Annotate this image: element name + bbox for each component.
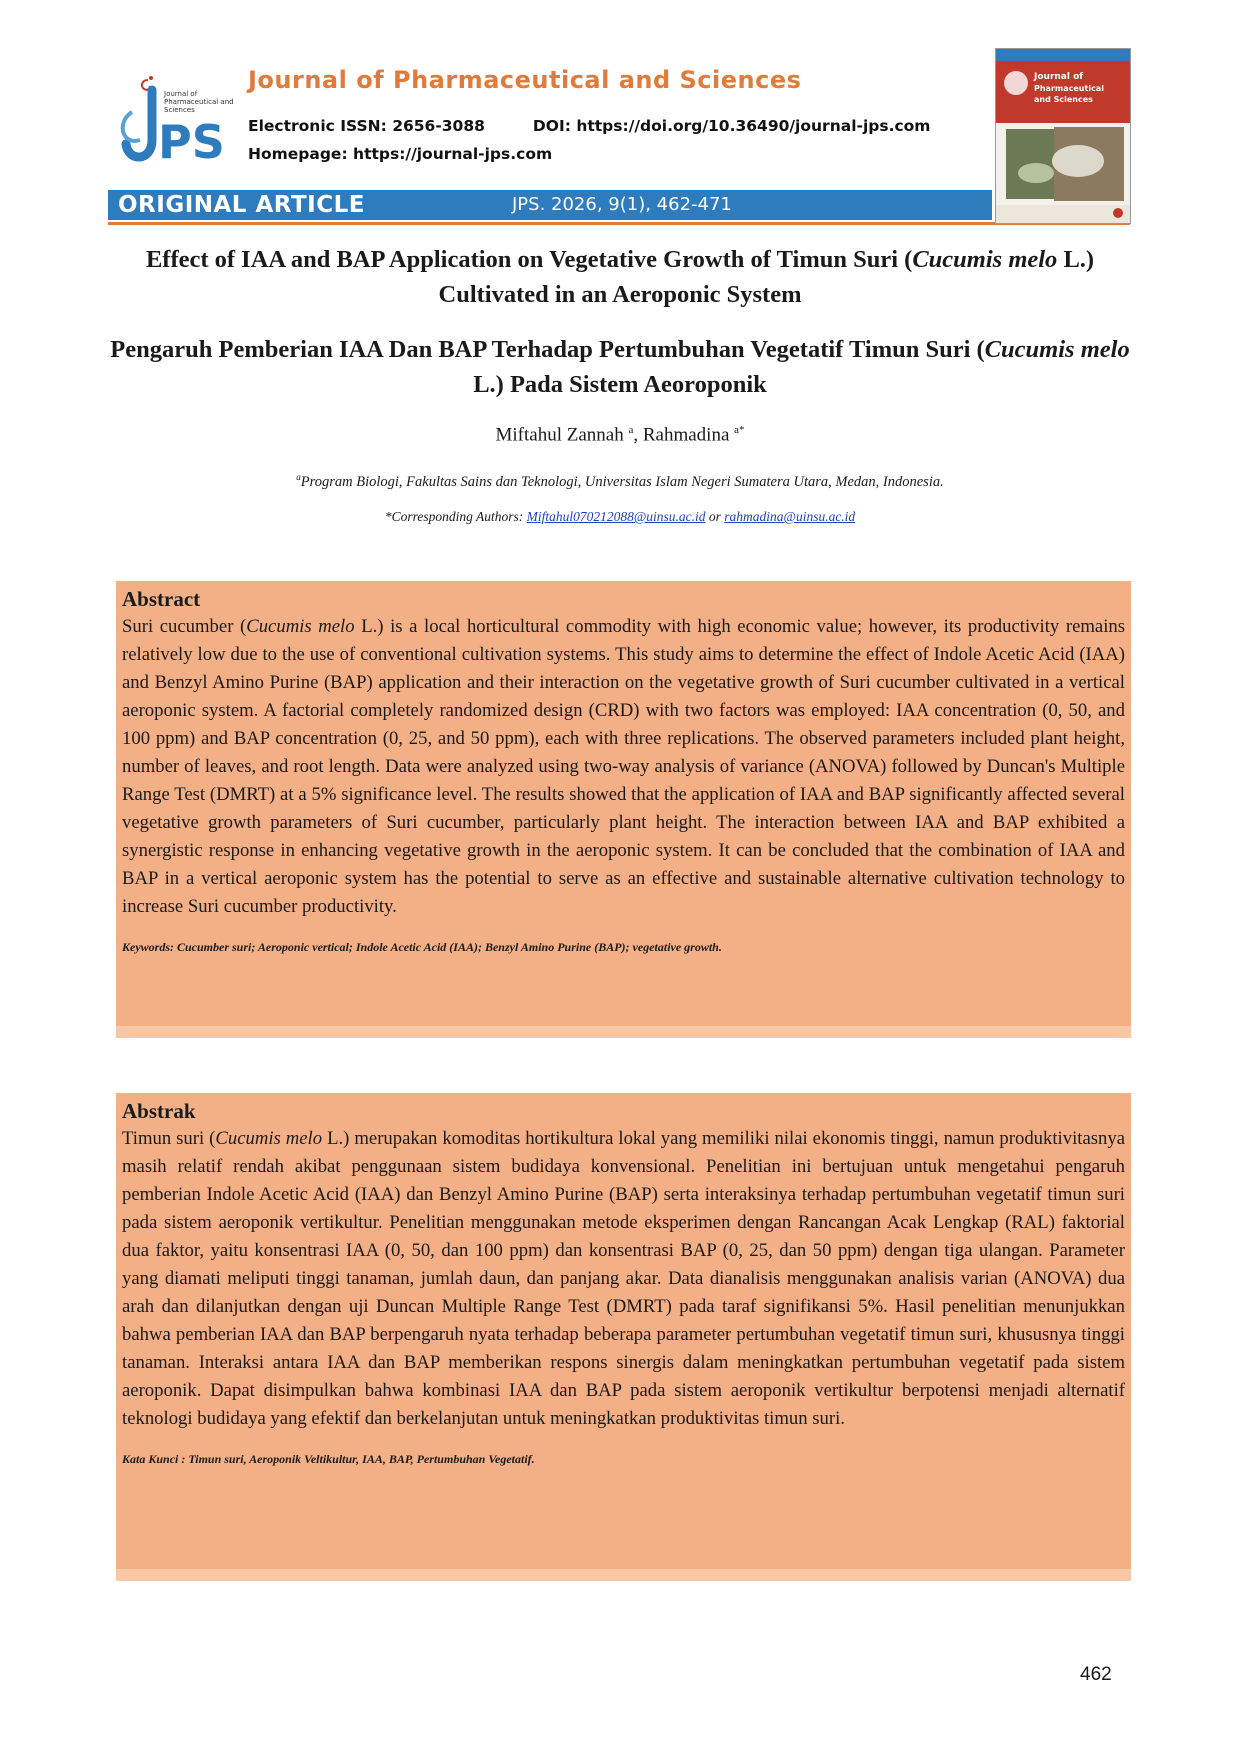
article-title-indonesian: Pengaruh Pemberian IAA Dan BAP Terhadap Pertumbuhan Vegetatif Timun Suri (Cucumis melo L.) Pada Sistem Aeoroponik bbox=[110, 336, 1130, 398]
abstract-heading: Abstract bbox=[122, 587, 201, 611]
logo-letters: PS bbox=[158, 115, 225, 169]
keywords: Keywords: Cucumber suri; Aeroponic vertical; Indole Acetic Acid (IAA); Benzyl Amino Purine (BAP); vegetative growth. bbox=[122, 940, 722, 954]
svg-text:Pharmaceutical and: Pharmaceutical and bbox=[164, 98, 234, 106]
corresponding-authors: *Corresponding Authors: Miftahul070212088@uinsu.ac.id or rahmadina@uinsu.ac.id bbox=[384, 509, 856, 524]
cover-art-icon bbox=[996, 49, 1130, 223]
journal-cover-image bbox=[995, 48, 1131, 224]
author-name: Rahmadina bbox=[642, 424, 730, 446]
homepage-link[interactable]: Homepage: https://journal-jps.com bbox=[248, 145, 553, 163]
svg-text:Journal of: Journal of bbox=[164, 90, 198, 98]
svg-text:Pharmaceutical: Pharmaceutical bbox=[1034, 84, 1104, 93]
journal-title: Journal of Pharmaceutical and Sciences bbox=[248, 66, 802, 94]
issn-doi-line bbox=[248, 117, 930, 135]
author-affiliation-mark: a* bbox=[734, 424, 745, 436]
page-number: 462 bbox=[1080, 1664, 1112, 1685]
article-type-label: ORIGINAL ARTICLE bbox=[118, 192, 365, 218]
svg-text:Journal of: Journal of bbox=[1034, 72, 1084, 82]
svg-text:Sciences: Sciences bbox=[164, 106, 195, 114]
author-list: Miftahul Zannah $^a$, Rahmadina $^{a*}$ bbox=[495, 424, 745, 446]
citation: JPS. 2026, 9(1), 462-471 bbox=[512, 194, 732, 215]
abstract-text: Suri cucumber (Cucumis melo L.) is a local horticultural commodity with high economic value; however, its productivity remains relatively low due to the use of conventional cultivation systems. This study aims to determine the effect of Indole Acetic Acid (IAA) and Benzyl Amino Purine (BAP) application and their interaction on the vegetative growth of Suri cucumber cultivated in a vertical aeroponic system. A factorial completely randomized design (CRD) with two factors was employed: IAA concentration (0, 50, and 100 ppm) and BAP concentration (0, 25, and 50 ppm), each with three replications. The observed parameters included plant height, number of leaves, and root length. Data were analyzed using two-way analysis of variance (ANOVA) followed by Duncan's Multiple Range Test (DMRT) at a 5% significance level. The results showed that the application of IAA and BAP significantly affected several vegetative growth parameters of Suri cucumber, particularly plant height. The interaction between IAA and BAP exhibited a synergistic response in enhancing vegetative growth in the aeroponic system. It can be concluded that the combination of IAA and BAP in a vertical aeroponic system has the potential to serve as an effective and sustainable alternative cultivation technology to increase Suri cucumber productivity. bbox=[122, 616, 1125, 917]
author-affiliation-mark: a bbox=[628, 424, 634, 436]
svg-text:and Sciences: and Sciences bbox=[1034, 95, 1093, 104]
affiliation: $^a$Program Biologi, Fakultas Sains dan Teknologi, Universitas Islam Negeri Sumatera Utara, Medan, Indonesia. bbox=[296, 472, 944, 490]
article-title-english: Effect of IAA and BAP Application on Vegetative Growth of Timun Suri (Cucumis melo L.) Cultivated in an Aeroponic System bbox=[145, 246, 1095, 308]
abstract-divider bbox=[116, 1026, 1131, 1038]
abstract-english bbox=[116, 581, 1131, 1038]
species-name: Cucumis melo bbox=[984, 336, 1130, 363]
journal-logo bbox=[118, 70, 248, 174]
banner-rule bbox=[108, 222, 1130, 225]
jps-logo-icon bbox=[118, 70, 248, 174]
abstract-heading: Abstrak bbox=[122, 1099, 196, 1123]
keywords: Kata Kunci : Timun suri, Aeroponik Veltikultur, IAA, BAP, Pertumbuhan Vegetatif. bbox=[122, 1452, 535, 1466]
abstract-indonesian bbox=[116, 1093, 1131, 1581]
doi-link[interactable]: DOI: https://doi.org/10.36490/journal-jps.com bbox=[532, 117, 931, 135]
author-name: Miftahul Zannah bbox=[495, 424, 624, 446]
abstract-text: Timun suri (Cucumis melo L.) merupakan komoditas hortikultura lokal yang memiliki nilai ekonomis tinggi, namun produktivitasnya masih relatif rendah akibat penggunaan sistem budidaya konvensional. Penelitian ini bertujuan untuk mengetahui pengaruh pemberian Indole Acetic Acid (IAA) dan Benzyl Amino Purine (BAP) serta interaksinya terhadap pertumbuhan vegetatif timun suri pada sistem aeroponik vertikultur. Penelitian menggunakan metode eksperimen dengan Rancangan Acak Lengkap (RAL) faktorial dua faktor, yaitu konsentrasi IAA (0, 50, dan 100 ppm) dan konsentrasi BAP (0, 25, dan 50 ppm) dengan tiga ulangan. Parameter yang diamati meliputi tinggi tanaman, jumlah daun, dan panjang akar. Data dianalisis menggunakan analisis varian (ANOVA) dua arah dan dilanjutkan dengan uji Duncan Multiple Range Test (DMRT) pada taraf signifikansi 5%. Hasil penelitian menunjukkan bahwa pemberian IAA dan BAP berpengaruh nyata terhadap beberapa parameter pertumbuhan vegetatif timun suri, khususnya tinggi tanaman. Interaksi antara IAA dan BAP memberikan respons sinergis dalam meningkatkan pertumbuhan vegetatif pada sistem aeroponik. Dapat disimpulkan bahwa kombinasi IAA dan BAP pada sistem aeroponik vertikultur berpotensi menjadi alternatif teknologi budidaya yang efektif dan berkelanjutan untuk meningkatkan produktivitas timun suri. bbox=[122, 1128, 1126, 1429]
email-link[interactable]: rahmadina@uinsu.ac.id bbox=[724, 509, 856, 524]
species-name: Cucumis melo bbox=[912, 246, 1058, 273]
abstract-divider bbox=[116, 1569, 1131, 1581]
issn: Electronic ISSN: 2656-3088 bbox=[248, 117, 485, 135]
email-link[interactable]: Miftahul070212088@uinsu.ac.id bbox=[526, 509, 706, 524]
